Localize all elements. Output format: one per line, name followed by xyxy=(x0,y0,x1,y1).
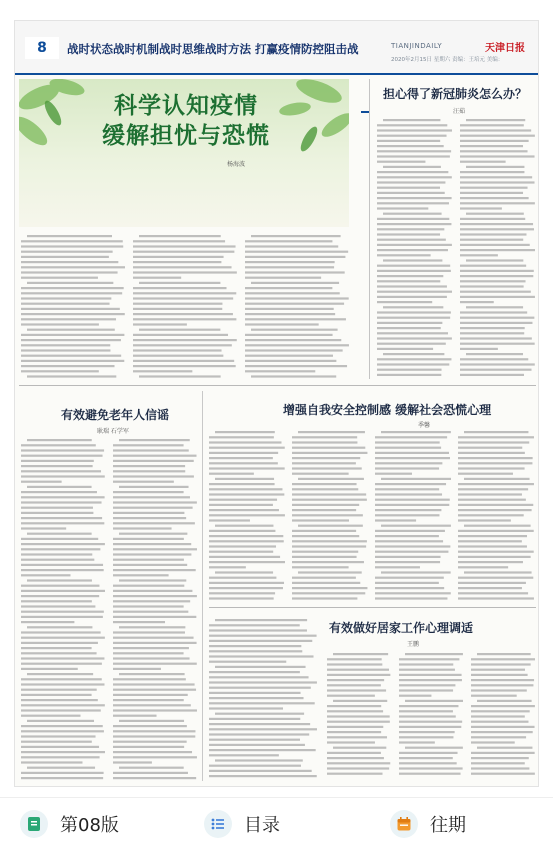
right-article-headline[interactable]: 担心得了新冠肺炎怎么办？ xyxy=(383,87,528,101)
masthead-logo: 天津日报 xyxy=(485,43,525,54)
page-selector-button[interactable] xyxy=(20,806,119,842)
hero-title-line1: 科学认知疫情 xyxy=(114,93,258,119)
bottom-article-headline[interactable]: 有效做好居家工作心理调适 xyxy=(329,621,474,635)
main-article-body[interactable] xyxy=(21,233,349,379)
section-divider xyxy=(209,607,536,608)
list-icon xyxy=(204,810,232,838)
masthead-english: TIANJINDAILY xyxy=(391,42,443,50)
issue-date: 2020年2月15日 星期六 责编：王培元 美编： xyxy=(391,57,504,63)
page-header-title: 战时状态战时机制战时思维战时方法 打赢疫情防控阻击战 xyxy=(67,42,359,56)
calendar-icon xyxy=(390,810,418,838)
middle-article-body[interactable] xyxy=(209,429,535,603)
middle-article-byline: 季馨 xyxy=(418,422,431,429)
right-article-byline: 汪茹 xyxy=(453,108,466,115)
past-issues-button[interactable] xyxy=(390,806,466,842)
left-article-headline[interactable]: 有效避免老年人信谣 xyxy=(61,408,170,422)
bottom-article-body[interactable] xyxy=(327,651,535,781)
hero-banner xyxy=(19,79,349,227)
newspaper-page[interactable] xyxy=(14,20,539,787)
table-of-contents-label: 目录 xyxy=(244,815,280,836)
page-header xyxy=(15,21,539,75)
right-article-body[interactable] xyxy=(377,117,535,379)
page-number: 8 xyxy=(25,37,59,59)
table-of-contents-button[interactable] xyxy=(204,806,280,842)
page-icon xyxy=(20,810,48,838)
hero-title-line2: 缓解担忧与恐慌 xyxy=(102,123,270,149)
past-issues-label: 往期 xyxy=(430,815,466,836)
page-selector-label: 第08版 xyxy=(60,815,119,836)
column-divider xyxy=(202,391,203,781)
middle-article-headline[interactable]: 增强自我安全控制感 缓解社会恐慌心理 xyxy=(283,403,492,417)
left-article-byline: 耿瑞 石学军 xyxy=(97,428,129,435)
section-divider xyxy=(19,385,536,386)
left-article-body[interactable] xyxy=(21,437,197,781)
bottom-left-article-body[interactable] xyxy=(209,617,321,781)
bottom-article-byline: 王鹏 xyxy=(407,641,420,648)
column-divider xyxy=(369,79,370,379)
accent-mark xyxy=(361,111,369,113)
bottom-toolbar xyxy=(0,797,553,849)
hero-author: 杨海波 xyxy=(227,161,246,168)
